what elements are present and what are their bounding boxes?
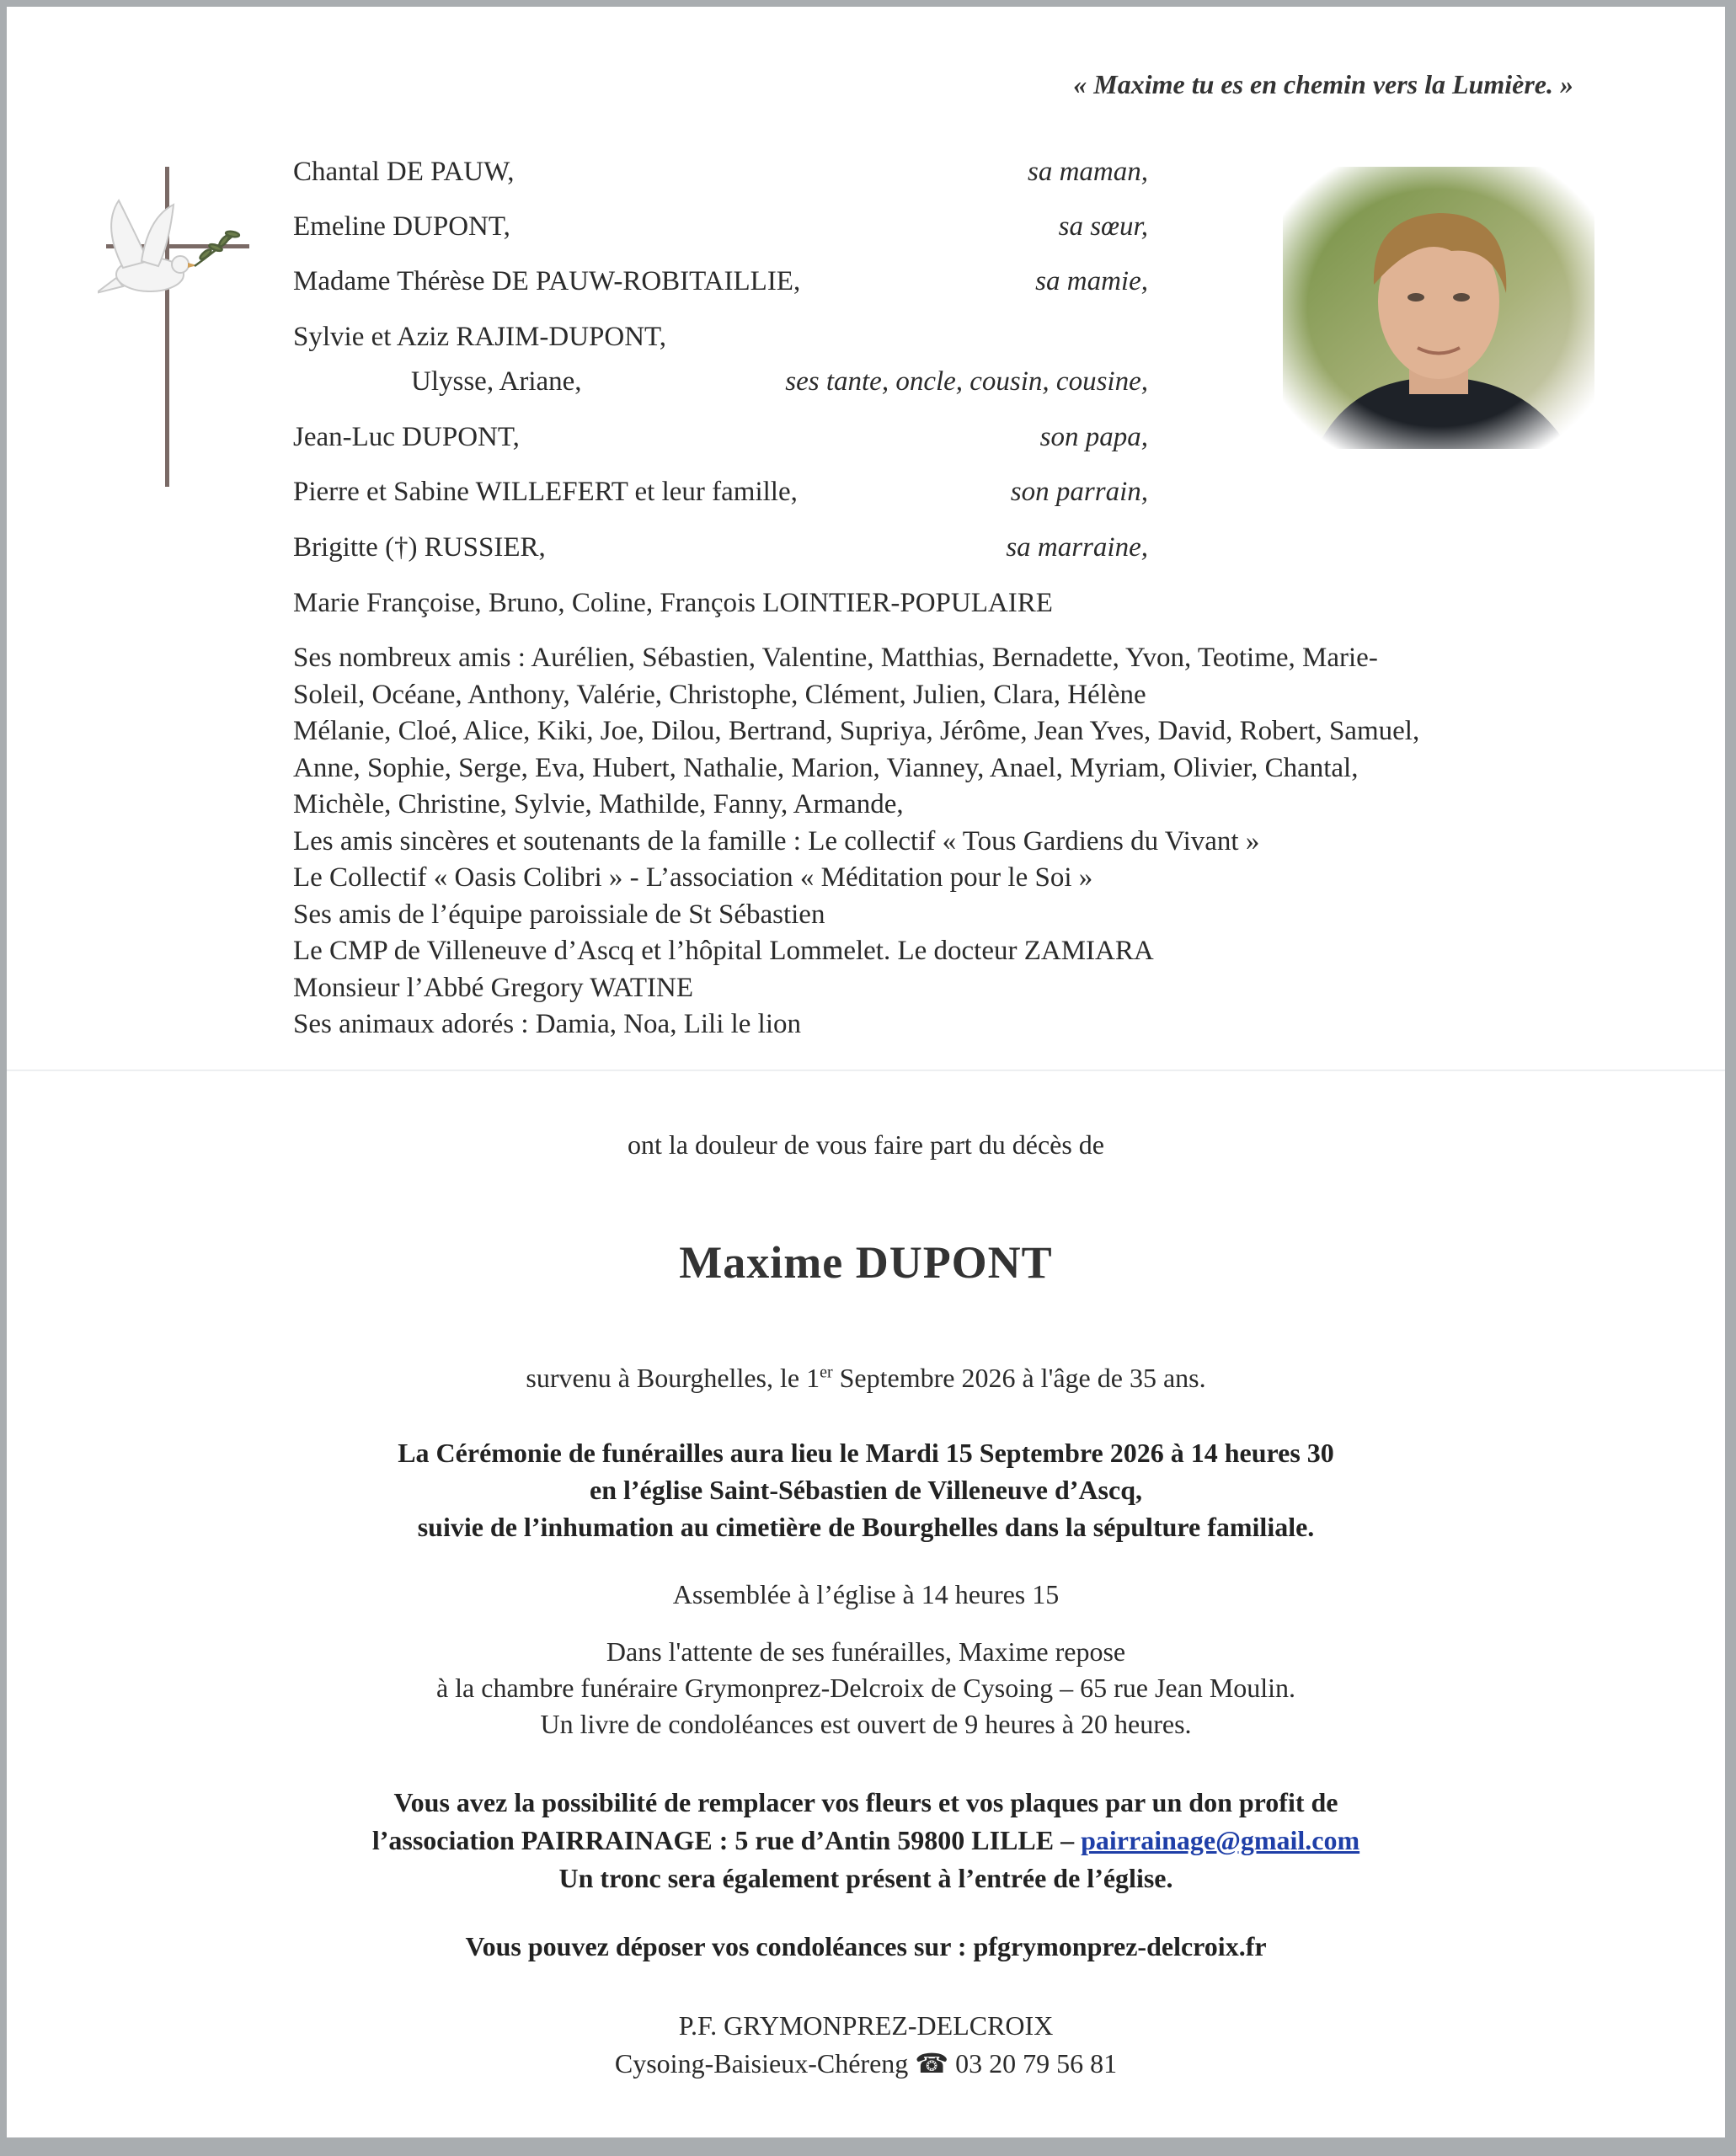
relative-row: [293, 320, 1148, 354]
condolences-notice: Vous pouvez déposer vos condoléances sur : pfgrymonprez-delcroix.fr: [465, 1931, 1267, 1961]
relative-role: sa maman,: [1027, 157, 1148, 187]
donation-notice: [7, 1784, 1725, 1897]
ceremony-details: [7, 1434, 1725, 1545]
relative-role: son parrain,: [1010, 477, 1148, 507]
deceased-name: Maxime DUPONT: [679, 1237, 1053, 1288]
repose-line: à la chambre funéraire Grymonprez-Delcroix de Cysoing – 65 rue Jean Moulin.: [435, 1673, 1296, 1703]
relative-role: sa marraine,: [1006, 532, 1148, 563]
relative-role: ses tante, oncle, cousin, cousine,: [785, 366, 1148, 397]
fold-line: [7, 1070, 1725, 1071]
relative-row: [293, 475, 1148, 509]
friends-line: Le Collectif « Oasis Colibri » - L’association « Méditation pour le Soi »: [293, 862, 1093, 893]
relative-role: sa mamie,: [1035, 266, 1148, 296]
friends-list: [293, 640, 1590, 1043]
relative-name: Brigitte (†) RUSSIER,: [293, 532, 546, 563]
relative-name: Madame Thérèse DE PAUW-ROBITAILLIE,: [293, 266, 801, 296]
relative-row: [293, 210, 1148, 243]
relative-name: Sylvie et Aziz RAJIM-DUPONT,: [293, 322, 667, 352]
ceremony-line: en l’église Saint-Sébastien de Villeneuve d’Ascq,: [589, 1475, 1142, 1505]
death-text-end: Septembre 2026 à l'âge de 35 ans.: [832, 1363, 1206, 1393]
relative-row: [293, 531, 1148, 564]
friends-line: Mélanie, Cloé, Alice, Kiki, Joe, Dilou, Bertrand, Supriya, Jérôme, Jean Yves, David, Robert, Samuel,: [293, 716, 1420, 746]
relative-row: [293, 365, 1148, 398]
donation-address: l’association PAIRRAINAGE : 5 rue d’Antin 59800 LILLE –: [371, 1825, 1082, 1855]
friends-line: Anne, Sophie, Serge, Eva, Hubert, Nathalie, Marion, Vianney, Anael, Myriam, Olivier, Chantal,: [293, 752, 1359, 783]
relative-row: [293, 264, 1148, 298]
friends-line: Monsieur l’Abbé Gregory WATINE: [293, 972, 694, 1003]
death-superscript: er: [820, 1363, 833, 1382]
funeral-home-location: Cysoing-Baisieux-Chéreng: [614, 2048, 909, 2079]
relative-name: Jean-Luc DUPONT,: [293, 422, 520, 452]
portrait-photo: [1283, 167, 1594, 449]
funeral-home-name: P.F. GRYMONPREZ-DELCROIX: [678, 2010, 1054, 2041]
relative-row: [293, 155, 1148, 189]
friends-line: Les amis sincères et soutenants de la famille : Le collectif « Tous Gardiens du Vivant »: [293, 825, 1260, 857]
friends-line: Michèle, Christine, Sylvie, Mathilde, Fanny, Armande,: [293, 789, 904, 819]
announcement-intro: ont la douleur de vous faire part du décès de: [627, 1129, 1104, 1160]
repose-details: [7, 1634, 1725, 1742]
relative-name: Pierre et Sabine WILLEFERT et leur famille,: [293, 477, 798, 507]
repose-line: Dans l'attente de ses funérailles, Maxime repose: [606, 1636, 1126, 1667]
relative-role: son papa,: [1039, 422, 1148, 452]
cross-dove-icon: [98, 167, 266, 487]
relative-name: Marie Françoise, Bruno, Coline, François LOINTIER-POPULAIRE: [293, 588, 1053, 618]
obituary-card: [7, 7, 1725, 2137]
donation-line: [7, 1822, 1725, 1860]
friends-line: Ses animaux adorés : Damia, Noa, Lili le lion: [293, 1009, 802, 1039]
ceremony-line: suivie de l’inhumation au cimetière de Bourghelles dans la sépulture familiale.: [417, 1512, 1315, 1542]
relative-name: Emeline DUPONT,: [293, 211, 510, 242]
relative-name: Chantal DE PAUW,: [293, 157, 515, 187]
ceremony-line: La Cérémonie de funérailles aura lieu le Mardi 15 Septembre 2026 à 14 heures 30: [398, 1438, 1334, 1468]
phone-icon: ☎: [915, 2048, 949, 2079]
relative-name: Ulysse, Ariane,: [411, 366, 582, 397]
friends-line: Ses amis de l’équipe paroissiale de St Sébastien: [293, 899, 825, 930]
donation-line: Vous avez la possibilité de remplacer vos fleurs et vos plaques par un don profit de: [393, 1787, 1338, 1817]
donation-line: Un tronc sera également présent à l’entrée de l’église.: [558, 1863, 1173, 1893]
friends-line: Ses nombreux amis : Aurélien, Sébastien, Valentine, Matthias, Bernadette, Yvon, Teotime, Marie-: [293, 643, 1378, 673]
header-quote: « Maxime tu es en chemin vers la Lumière. »: [1073, 69, 1573, 99]
repose-line: Un livre de condoléances est ouvert de 9 heures à 20 heures.: [540, 1709, 1192, 1739]
relative-role: sa sœur,: [1058, 211, 1148, 242]
funeral-home-contact: [7, 2045, 1725, 2083]
death-details: [7, 1363, 1725, 1394]
friends-line: Soleil, Océane, Anthony, Valérie, Christophe, Clément, Julien, Clara, Hélène: [293, 679, 1146, 710]
funeral-home-block: [7, 2007, 1725, 2083]
email-link[interactable]: pairrainage@gmail.com: [1081, 1825, 1360, 1855]
assembly-time: Assemblée à l’église à 14 heures 15: [672, 1579, 1060, 1609]
funeral-home-phone: 03 20 79 56 81: [955, 2048, 1118, 2079]
friends-line: Le CMP de Villeneuve d’Ascq et l’hôpital Lommelet. Le docteur ZAMIARA: [293, 936, 1154, 966]
relative-row: [293, 420, 1148, 454]
death-text: survenu à Bourghelles, le 1: [526, 1363, 820, 1393]
relative-row: [293, 586, 1148, 620]
